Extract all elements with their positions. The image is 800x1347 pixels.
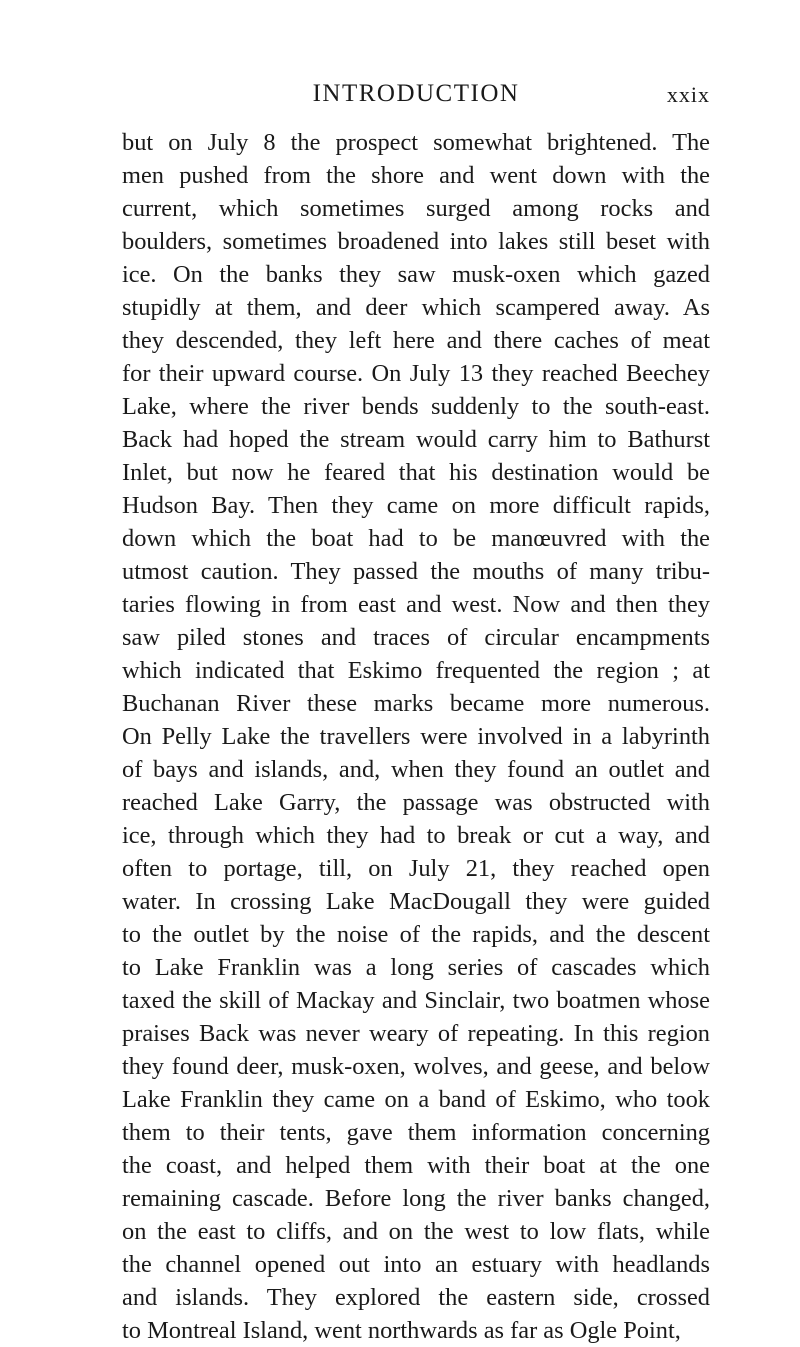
text-line: but on July 8 the prospect somewhat brightened. The bbox=[122, 129, 710, 156]
text-line: praises Back was never weary of repeating. In this region bbox=[122, 1020, 710, 1047]
text-line: the coast, and helped them with their boat at the one bbox=[122, 1152, 710, 1179]
text-line: taxed the skill of Mackay and Sinclair, two boatmen whose bbox=[122, 987, 710, 1014]
text-line: boulders, sometimes broadened into lakes still beset with bbox=[122, 228, 710, 255]
text-line: Lake Franklin they came on a band of Eskimo, who took bbox=[122, 1086, 710, 1113]
text-line: ice. On the banks they saw musk-oxen which gazed bbox=[122, 261, 710, 288]
text-line: the channel opened out into an estuary with headlands bbox=[122, 1251, 710, 1278]
text-line: On Pelly Lake the travellers were involved in a labyrinth bbox=[122, 723, 710, 750]
text-line: utmost caution. They passed the mouths of many tribu- bbox=[122, 558, 710, 585]
text-line: water. In crossing Lake MacDougall they were guided bbox=[122, 888, 710, 915]
page-number: xxix bbox=[666, 82, 710, 107]
text-line: for their upward course. On July 13 they reached Beechey bbox=[122, 360, 710, 387]
text-line: ice, through which they had to break or cut a way, and bbox=[122, 822, 710, 849]
text-line: on the east to cliffs, and on the west to low flats, while bbox=[122, 1218, 710, 1245]
text-line: they descended, they left here and there caches of meat bbox=[122, 327, 710, 354]
text-line: often to portage, till, on July 21, they reached open bbox=[122, 855, 710, 882]
text-line: stupidly at them, and deer which scampered away. As bbox=[122, 294, 710, 321]
text-line: them to their tents, gave them information concerning bbox=[122, 1119, 710, 1146]
text-line: which indicated that Eskimo frequented the region ; at bbox=[122, 657, 710, 684]
text-line: Hudson Bay. Then they came on more difficult rapids, bbox=[122, 492, 710, 519]
text-line: men pushed from the shore and went down with the bbox=[122, 162, 710, 189]
text-line: they found deer, musk-oxen, wolves, and geese, and below bbox=[122, 1053, 710, 1080]
text-line: reached Lake Garry, the passage was obstructed with bbox=[122, 789, 710, 816]
text-line: saw piled stones and traces of circular encampments bbox=[122, 624, 710, 651]
text-line: to Lake Franklin was a long series of cascades which bbox=[122, 954, 710, 981]
text-line: taries flowing in from east and west. Now and then they bbox=[122, 591, 710, 618]
text-line: down which the boat had to be manœuvred with the bbox=[122, 525, 710, 552]
running-head bbox=[122, 80, 710, 112]
body-paragraph bbox=[122, 126, 710, 1347]
text-line: Back had hoped the stream would carry him to Bathurst bbox=[122, 426, 710, 453]
text-line: current, which sometimes surged among rocks and bbox=[122, 195, 710, 222]
text-line: Inlet, but now he feared that his destination would be bbox=[122, 459, 710, 486]
text-line: remaining cascade. Before long the river banks changed, bbox=[122, 1185, 710, 1212]
text-line: Lake, where the river bends suddenly to the south-east. bbox=[122, 393, 710, 420]
text-line: and islands. They explored the eastern side, crossed bbox=[122, 1284, 710, 1311]
text-line: to Montreal Island, went northwards as far as Ogle Point, bbox=[122, 1317, 681, 1344]
text-line: Buchanan River these marks became more numerous. bbox=[122, 690, 710, 717]
text-line: of bays and islands, and, when they found an outlet and bbox=[122, 756, 710, 783]
text-line: to the outlet by the noise of the rapids, and the descent bbox=[122, 921, 710, 948]
running-title: INTRODUCTION bbox=[312, 80, 520, 107]
